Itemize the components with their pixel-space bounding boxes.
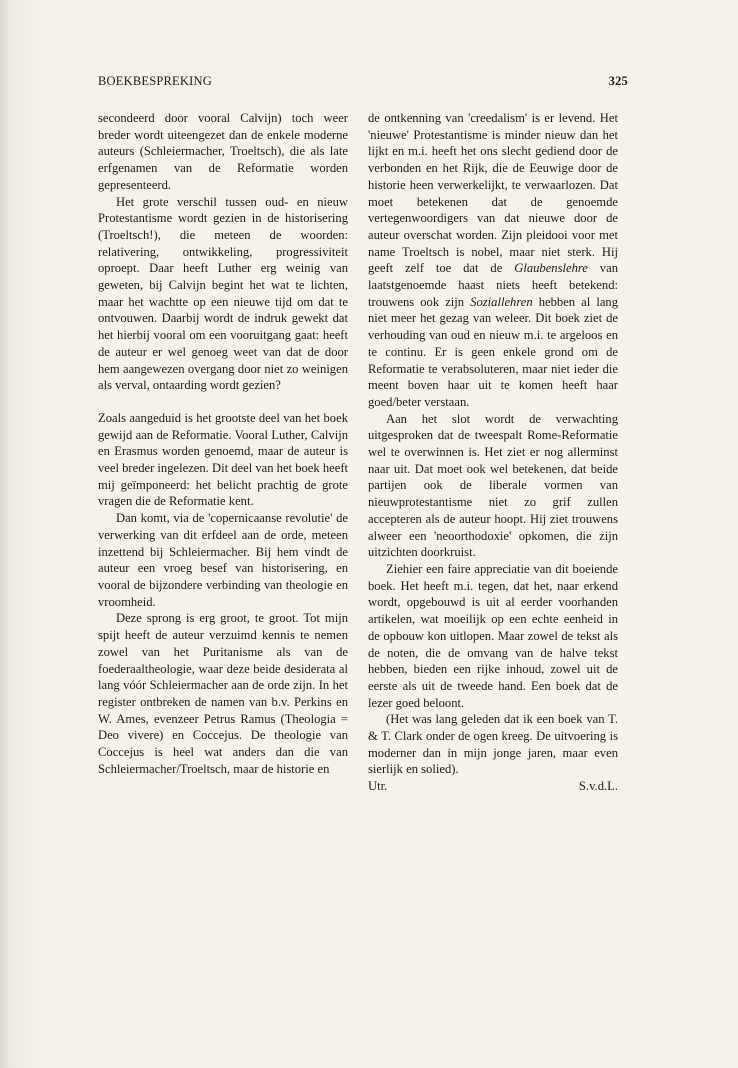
running-head: BOEKBESPREKING [98,74,212,88]
right-paragraph-4: (Het was lang geleden dat ik een boek van T. & T. Clark onder de ogen kreeg. De uitvoering is moderner dan in mijn jonge jaren, maar even sierlijk en solied). [368,712,618,777]
right-paragraph-2: Aan het slot wordt de verwachting uitgesproken dat de tweespalt Rome-Reformatie wel te overwinnen is. Het ziet er nog allerminst naar uit. Dat moet ook wel betekenen, dat beide partijen ook de liberale vormen van nieuwprotestantisme niet zo grif zullen accepteren als de auteur hoopt. Hij ziet trouwens alweer een 'neoorthodoxie' opkomen, die zijn uitzichten doorkruist. [368,411,618,560]
left-paragraph-2: Het grote verschil tussen oud- en nieuw Protestantisme wordt gezien in de historisering (Troeltsch!), die meteen de woorden: relativering, ontwikkeling, progressiviteit oproept. Daar heeft Luther erg weinig van geweten, bij Calvijn begint het wat te lichten, maar het wachtte op een nieuwe tijd om dat te ontvouwen. Daarbij wordt de indruk gewekt dat het hierbij vooral om een vooruitgang gaat: heeft de auteur er wel genoeg weet van dat de door hem aangewezen overgang door niet zo weinigen als verval, ontaarding wordt gezien? [98,194,348,393]
left-paragraph-1: secondeerd door vooral Calvijn) toch weer breder wordt uiteengezet dan de enkele moderne auteurs (Schleiermacher, Troeltsch), die als late erfgenamen van de Reformatie worden gepresenteerd. [98,111,348,192]
review-signature [368,778,618,795]
left-paragraph-3: Zoals aangeduid is het grootste deel van het boek gewijd aan de Reformatie. Vooral Luther, Calvijn en Erasmus worden genoemd, maar de auteur is veel breder ingelezen. Dit deel van het boek heeft mij geïmponeerd: het belicht prachtig de grote vragen die de Reformatie kent. [98,410,349,509]
page-header [98,74,628,94]
right-p1-text-c: hebben al lang niet meer het gezag van weleer. Dit boek ziet de verhouding van oud en nieuw m.i. te argeloos en te continu. Er is geen enkele grond om de Reformatie te verabsoluteren, maar niet ieder die meent boven haar uit te komen heeft haar goed/beter verstaan. [368,294,618,409]
left-paragraph-4: Dan komt, via de 'copernicaanse revolutie' de verwerking van dit erfdeel aan de orde, meteen inzettend bij Schleiermacher. Bij hem vindt de auteur een vroeg besef van historisering, en vooral de bijzondere verbinding van theologie en vroomheid. [98,511,348,609]
right-paragraph-3: Ziehier een faire appreciatie van dit boeiende boek. Het heeft m.i. tegen, dat het, naar erkend wordt, opgebouwd is uit al eerder voorhanden artikelen, wat moeilijk op een echte eenheid in de opbouw kon uitlopen. Maar zowel de tekst als de noten, die de omvang van de halve tekst hebben, bieden een rijke inhoud, zowel uit de eerste als uit de tweede hand. Een boek dat de lezer goed beloont. [368,561,618,710]
scan-edge-shadow [0,0,40,1068]
left-paragraph-5: Deze sprong is erg groot, te groot. Tot mijn spijt heeft de auteur verzuimd kennis te nemen zowel van het Puritanisme als van de foederaaltheologie, waar deze beide desiderata al lang vóór Schleiermacher aan de orde zijn. In het register ontbreken de namen van b.v. Perkins en W. Ames, evenzeer Petrus Ramus (Theologia = Deo vivere) en Coccejus. De theologie van Coccejus is heel wat anders dan die van Schleiermacher/Troeltsch, maar de historie en [98,611,348,776]
journal-page [98,74,628,964]
page-number: 325 [608,74,628,88]
left-column [98,110,348,777]
right-p1-text-a: de ontkenning van 'creedalism' is er levend. Het 'nieuwe' Protestantisme is minder nieuw dan het lijkt en m.i. heeft het ons slecht gediend door de verbonden en het Rijk, die de Eeuwige door de historie heen verwerkelijkt, te verwaarlozen. Dat moet betekenen dat de genoemde vertegenwoordigers van dat nieuwe door de auteur overschat worden. Zijn pleidooi voor met name Troeltsch is nobel, maar niet sterk. Hij geeft zelf toe dat de [368,111,618,276]
signature-place: Utr. [368,779,388,794]
right-paragraph-1 [368,110,618,411]
right-column [368,110,618,795]
right-p1-text-b: van laatstgenoemde haast niets heeft betekend: trouwens ook zijn [368,261,618,309]
signature-author: S.v.d.L. [578,779,618,794]
glaubenslehre-title: Glaubenslehre [514,261,588,276]
soziallehren-title: Soziallehren [470,294,533,309]
